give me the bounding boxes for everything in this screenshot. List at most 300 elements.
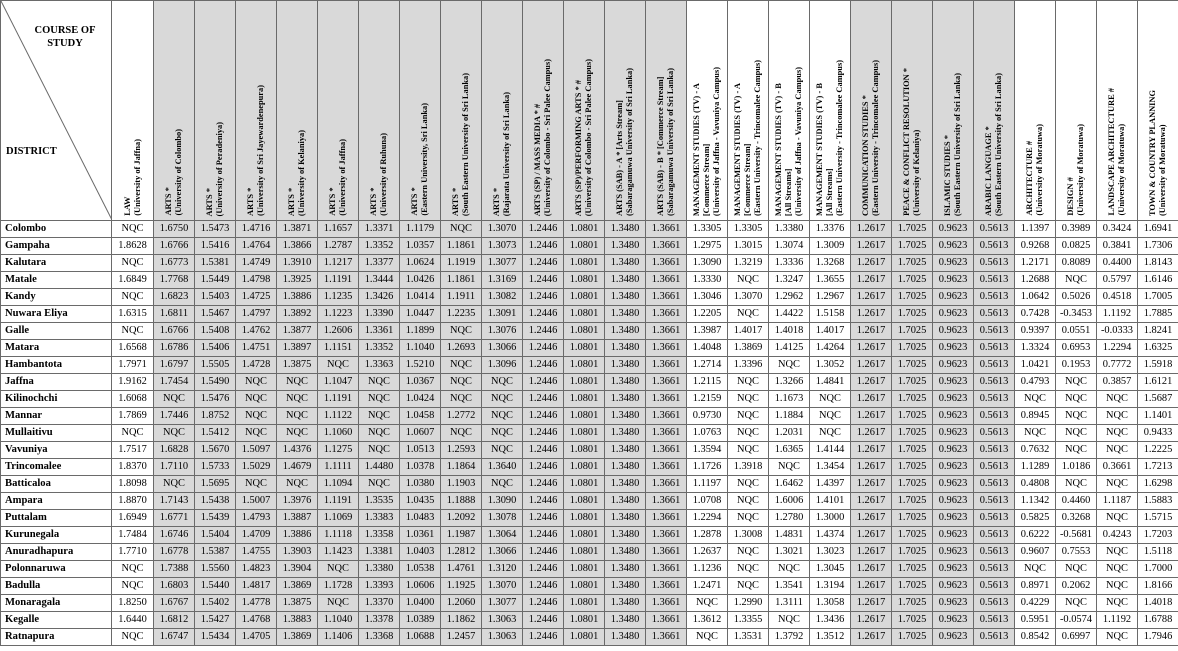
z-score-cell: 0.4460 xyxy=(1056,493,1097,510)
z-score-cell: 0.8542 xyxy=(1015,629,1056,646)
z-score-cell: 1.7025 xyxy=(892,459,933,476)
z-score-cell: NQC xyxy=(728,578,769,595)
z-score-cell: 1.5490 xyxy=(195,374,236,391)
z-score-cell: 1.0801 xyxy=(564,357,605,374)
course-title: ARTS * xyxy=(164,187,173,216)
course-title: DESIGN # xyxy=(1066,177,1075,216)
z-score-cell: 1.9162 xyxy=(112,374,154,391)
z-score-cell: NQC xyxy=(236,408,277,425)
z-score-cell: 1.6941 xyxy=(1138,221,1178,238)
z-score-cell: 1.2294 xyxy=(1097,340,1138,357)
z-score-cell: 1.1118 xyxy=(318,527,359,544)
z-score-cell: 1.0606 xyxy=(400,578,441,595)
z-score-cell: 1.1888 xyxy=(441,493,482,510)
z-score-cell: 1.3925 xyxy=(277,272,318,289)
z-score-cell: 1.3897 xyxy=(277,340,318,357)
z-score-cell: NQC xyxy=(728,272,769,289)
z-score-cell: 1.3480 xyxy=(605,357,646,374)
z-score-cell: 1.4480 xyxy=(359,459,400,476)
district-name: Ratnapura xyxy=(1,629,112,646)
z-score-cell: 1.0186 xyxy=(1056,459,1097,476)
table-row xyxy=(1,527,1178,544)
z-score-cell: 1.3480 xyxy=(605,612,646,629)
z-score-cell: 1.3661 xyxy=(646,442,687,459)
z-score-cell: 1.6773 xyxy=(154,255,195,272)
z-score-cell: 1.3480 xyxy=(605,306,646,323)
course-header-19 xyxy=(851,1,892,221)
z-score-cell: NQC xyxy=(769,561,810,578)
z-score-cell: 1.3380 xyxy=(359,561,400,578)
z-score-cell: 1.3661 xyxy=(646,255,687,272)
z-score-cell: 1.4144 xyxy=(810,442,851,459)
z-score-cell: 1.2446 xyxy=(523,255,564,272)
z-score-cell: 0.5613 xyxy=(974,595,1015,612)
z-score-cell: 1.6828 xyxy=(154,442,195,459)
z-score-cell: 1.1223 xyxy=(318,306,359,323)
z-score-cell: 1.3480 xyxy=(605,527,646,544)
z-score-cell: 1.1919 xyxy=(441,255,482,272)
district-name: Trincomalee xyxy=(1,459,112,476)
z-score-cell: 1.2878 xyxy=(687,527,728,544)
z-score-cell: 1.3063 xyxy=(482,629,523,646)
z-score-cell: 1.1187 xyxy=(1097,493,1138,510)
z-score-cell: 1.4374 xyxy=(810,527,851,544)
z-score-cell: 1.3363 xyxy=(359,357,400,374)
course-subtitle: (University of Jaffna) xyxy=(132,139,142,216)
table-row xyxy=(1,374,1178,391)
z-score-cell: 1.2617 xyxy=(851,510,892,527)
z-score-cell: 1.3090 xyxy=(482,493,523,510)
z-score-cell: 1.1401 xyxy=(1138,408,1178,425)
course-header-8 xyxy=(400,1,441,221)
z-score-cell: NQC xyxy=(728,561,769,578)
z-score-cell: 1.4376 xyxy=(277,442,318,459)
z-score-cell: 1.6746 xyxy=(154,527,195,544)
course-subtitle: [Commerce Stream] xyxy=(702,143,711,216)
z-score-cell: 1.5404 xyxy=(195,527,236,544)
course-header-3 xyxy=(195,1,236,221)
z-score-cell: 1.8870 xyxy=(112,493,154,510)
z-score-cell: 1.1728 xyxy=(318,578,359,595)
course-header-15 xyxy=(687,1,728,221)
z-score-cell: 1.3368 xyxy=(359,629,400,646)
z-score-cell: 1.3871 xyxy=(277,221,318,238)
z-score-cell: 1.3612 xyxy=(687,612,728,629)
course-header-26 xyxy=(1138,1,1178,221)
z-score-cell: 1.0801 xyxy=(564,527,605,544)
z-score-cell: NQC xyxy=(728,493,769,510)
z-score-cell: 1.7025 xyxy=(892,493,933,510)
z-score-cell: 1.0435 xyxy=(400,493,441,510)
z-score-cell: 1.2617 xyxy=(851,493,892,510)
course-subtitle: (University of Kelaniya) xyxy=(297,129,306,216)
z-score-cell: 1.5467 xyxy=(195,306,236,323)
z-score-cell: 1.2446 xyxy=(523,510,564,527)
z-score-cell: 1.0361 xyxy=(400,527,441,544)
z-score-cell: 1.1911 xyxy=(441,289,482,306)
course-title: ARTS * xyxy=(369,187,378,216)
z-score-cell: 0.9623 xyxy=(933,544,974,561)
z-score-cell: NQC xyxy=(277,425,318,442)
z-score-cell: 1.6121 xyxy=(1138,374,1178,391)
z-score-cell: 1.3661 xyxy=(646,459,687,476)
district-name: Kurunegala xyxy=(1,527,112,544)
z-score-cell: 1.5402 xyxy=(195,595,236,612)
z-score-cell: 0.4229 xyxy=(1015,595,1056,612)
z-score-cell: 1.3877 xyxy=(277,323,318,340)
z-score-cell: 1.3052 xyxy=(810,357,851,374)
z-score-cell: 1.1861 xyxy=(441,238,482,255)
z-score-cell: 0.9623 xyxy=(933,629,974,646)
z-score-cell: 1.0763 xyxy=(687,425,728,442)
z-score-cell: 1.4798 xyxy=(236,272,277,289)
z-score-cell: 1.2617 xyxy=(851,527,892,544)
z-score-cell: 1.3541 xyxy=(769,578,810,595)
z-score-cell: 1.2446 xyxy=(523,493,564,510)
z-score-cell: 0.9623 xyxy=(933,425,974,442)
z-score-cell: 1.3064 xyxy=(482,527,523,544)
z-score-cell: 1.3371 xyxy=(359,221,400,238)
course-title: ARTS * xyxy=(410,187,419,216)
z-score-cell: 1.2446 xyxy=(523,272,564,289)
z-score-cell: 1.3892 xyxy=(277,306,318,323)
z-score-cell: 0.4243 xyxy=(1097,527,1138,544)
z-score-cell: 1.0801 xyxy=(564,578,605,595)
z-score-cell: 1.2446 xyxy=(523,408,564,425)
z-score-cell: 1.7306 xyxy=(1138,238,1178,255)
z-score-cell: 1.4831 xyxy=(769,527,810,544)
z-score-cell: 0.5613 xyxy=(974,272,1015,289)
z-score-cell: 0.9623 xyxy=(933,408,974,425)
z-score-cell: 0.3268 xyxy=(1056,510,1097,527)
z-score-cell: 1.0414 xyxy=(400,289,441,306)
course-header-13 xyxy=(605,1,646,221)
z-score-cell: 1.7025 xyxy=(892,629,933,646)
z-score-cell: 1.1060 xyxy=(318,425,359,442)
z-score-cell: 1.6006 xyxy=(769,493,810,510)
z-score-cell: 0.6953 xyxy=(1056,340,1097,357)
z-score-cell: 1.1861 xyxy=(441,272,482,289)
z-score-cell: 1.2446 xyxy=(523,578,564,595)
z-score-cell: 1.6949 xyxy=(112,510,154,527)
z-score-cell: 1.1069 xyxy=(318,510,359,527)
z-score-cell: 1.2812 xyxy=(441,544,482,561)
z-score-cell: 1.1236 xyxy=(687,561,728,578)
z-score-cell: 1.1111 xyxy=(318,459,359,476)
course-subtitle: (University of Kelaniya) xyxy=(912,129,921,216)
z-score-cell: 1.3305 xyxy=(687,221,728,238)
z-score-cell: 1.2446 xyxy=(523,561,564,578)
z-score-cell: 1.7025 xyxy=(892,442,933,459)
z-score-cell: 1.4422 xyxy=(769,306,810,323)
z-score-cell: 1.3480 xyxy=(605,391,646,408)
z-score-cell: NQC xyxy=(277,374,318,391)
z-score-cell: NQC xyxy=(728,408,769,425)
z-score-cell: 1.0389 xyxy=(400,612,441,629)
z-score-cell: 1.5918 xyxy=(1138,357,1178,374)
z-score-cell: 1.5427 xyxy=(195,612,236,629)
z-score-cell: 1.8628 xyxy=(112,238,154,255)
z-score-cell: 1.3976 xyxy=(277,493,318,510)
course-header-5 xyxy=(277,1,318,221)
z-score-cell: 1.7025 xyxy=(892,221,933,238)
z-score-cell: 1.3655 xyxy=(810,272,851,289)
z-score-cell: 1.1275 xyxy=(318,442,359,459)
z-score-cell: 1.3480 xyxy=(605,425,646,442)
course-institution: (University of Jaffna - Vavuniya Campus) xyxy=(712,66,721,216)
z-score-cell: 1.6823 xyxy=(154,289,195,306)
z-score-cell: 1.4817 xyxy=(236,578,277,595)
z-score-cell: 1.7484 xyxy=(112,527,154,544)
course-header-4 xyxy=(236,1,277,221)
course-title: ARABIC LANGUAGE * xyxy=(984,126,993,216)
z-score-cell: 1.2617 xyxy=(851,374,892,391)
z-score-cell: 1.2446 xyxy=(523,595,564,612)
z-score-cell: 1.3393 xyxy=(359,578,400,595)
course-subtitle: [Commerce Stream] xyxy=(743,143,752,216)
z-score-cell: NQC xyxy=(441,221,482,238)
z-score-cell: 1.2171 xyxy=(1015,255,1056,272)
course-header-23 xyxy=(1015,1,1056,221)
z-score-cell: 1.0801 xyxy=(564,476,605,493)
z-score-cell: 1.2617 xyxy=(851,238,892,255)
z-score-cell: 1.2617 xyxy=(851,612,892,629)
z-score-cell: 1.4709 xyxy=(236,527,277,544)
z-score-cell: 1.1192 xyxy=(1097,306,1138,323)
z-score-cell: 1.2092 xyxy=(441,510,482,527)
z-score-cell: 1.3008 xyxy=(728,527,769,544)
z-score-cell: 1.3078 xyxy=(482,510,523,527)
z-score-cell: 1.3661 xyxy=(646,612,687,629)
z-score-cell: 1.3904 xyxy=(277,561,318,578)
z-score-cell: NQC xyxy=(482,476,523,493)
z-score-cell: 1.0801 xyxy=(564,238,605,255)
z-score-cell: 1.5687 xyxy=(1138,391,1178,408)
z-score-cell: 1.0801 xyxy=(564,289,605,306)
z-score-cell: 1.5097 xyxy=(236,442,277,459)
z-score-cell: 1.1423 xyxy=(318,544,359,561)
z-score-cell: 1.5715 xyxy=(1138,510,1178,527)
z-score-cell: 1.1925 xyxy=(441,578,482,595)
z-score-cell: 1.0421 xyxy=(1015,357,1056,374)
z-score-cell: 0.5797 xyxy=(1097,272,1138,289)
z-score-cell: 1.0801 xyxy=(564,425,605,442)
z-score-cell: 1.0801 xyxy=(564,544,605,561)
z-score-cell: NQC xyxy=(112,323,154,340)
z-score-cell: 1.3454 xyxy=(810,459,851,476)
z-score-cell: 1.3120 xyxy=(482,561,523,578)
z-score-cell: 1.5210 xyxy=(400,357,441,374)
course-title: ARCHITECTURE # xyxy=(1025,141,1034,216)
z-score-cell: NQC xyxy=(112,255,154,272)
z-score-cell: 0.5613 xyxy=(974,544,1015,561)
course-subtitle: (South Eastern University of Sri Lanka) xyxy=(953,72,962,216)
course-subtitle: [All Streams] xyxy=(825,168,834,216)
district-name: Mullaitivu xyxy=(1,425,112,442)
z-score-cell: 1.7025 xyxy=(892,374,933,391)
z-score-cell: NQC xyxy=(277,408,318,425)
z-score-cell: 0.5613 xyxy=(974,425,1015,442)
z-score-cell: 1.1899 xyxy=(400,323,441,340)
table-row xyxy=(1,544,1178,561)
course-title: ARTS * xyxy=(492,187,501,216)
z-score-cell: 1.8098 xyxy=(112,476,154,493)
z-score-cell: 1.4841 xyxy=(810,374,851,391)
z-score-cell: 0.5613 xyxy=(974,561,1015,578)
z-score-cell: 1.6747 xyxy=(154,629,195,646)
z-score-cell: 0.8971 xyxy=(1015,578,1056,595)
z-score-cell: 1.2990 xyxy=(728,595,769,612)
z-score-cell: 1.5449 xyxy=(195,272,236,289)
z-score-cell: 1.3194 xyxy=(810,578,851,595)
z-score-cell: 1.3883 xyxy=(277,612,318,629)
table-row xyxy=(1,595,1178,612)
z-score-cell: 1.5438 xyxy=(195,493,236,510)
table-row xyxy=(1,425,1178,442)
z-score-cell: 1.7025 xyxy=(892,255,933,272)
z-score-cell: NQC xyxy=(482,391,523,408)
z-score-cell: 1.1726 xyxy=(687,459,728,476)
course-header-14 xyxy=(646,1,687,221)
z-score-cell: 1.5560 xyxy=(195,561,236,578)
z-score-cell: 1.3219 xyxy=(728,255,769,272)
course-header-24 xyxy=(1056,1,1097,221)
z-score-cell: 1.2688 xyxy=(1015,272,1056,289)
z-score-cell: 0.0551 xyxy=(1056,323,1097,340)
z-score-cell: NQC xyxy=(1056,561,1097,578)
z-score-cell: 1.2617 xyxy=(851,595,892,612)
table-row xyxy=(1,612,1178,629)
district-name: Hambantota xyxy=(1,357,112,374)
z-score-cell: 1.7025 xyxy=(892,595,933,612)
course-subtitle: (Sabaragamuwa University of Sri Lanka) xyxy=(666,68,675,216)
z-score-cell: NQC xyxy=(810,391,851,408)
course-subtitle: (Sabaragamuwa University of Sri Lanka) xyxy=(625,68,634,216)
z-score-cell: 0.3424 xyxy=(1097,221,1138,238)
z-score-cell: NQC xyxy=(1056,476,1097,493)
z-score-cell: NQC xyxy=(769,612,810,629)
z-score-cell: 0.9623 xyxy=(933,289,974,306)
z-score-cell: 1.4762 xyxy=(236,323,277,340)
z-score-cell: 1.3070 xyxy=(728,289,769,306)
course-subtitle: (University of Peradeniya) xyxy=(215,121,224,216)
z-score-cell: 1.2294 xyxy=(687,510,728,527)
z-score-cell: 1.2617 xyxy=(851,221,892,238)
z-score-cell: 1.7025 xyxy=(892,272,933,289)
z-score-cell: 0.5613 xyxy=(974,442,1015,459)
z-score-cell: 1.4017 xyxy=(728,323,769,340)
table-row xyxy=(1,289,1178,306)
district-name: Puttalam xyxy=(1,510,112,527)
z-score-cell: 0.9623 xyxy=(933,238,974,255)
district-name: Colombo xyxy=(1,221,112,238)
z-score-cell: NQC xyxy=(441,323,482,340)
z-score-cell: 1.7025 xyxy=(892,527,933,544)
z-score-cell: 1.2617 xyxy=(851,255,892,272)
z-score-cell: 1.3661 xyxy=(646,357,687,374)
table-row xyxy=(1,323,1178,340)
course-title: MANAGEMENT STUDIES (TV) - A xyxy=(692,83,701,216)
z-score-cell: 1.0801 xyxy=(564,459,605,476)
z-score-cell: 1.3082 xyxy=(482,289,523,306)
z-score-cell: 1.4716 xyxy=(236,221,277,238)
z-score-cell: NQC xyxy=(1097,510,1138,527)
z-score-cell: 0.2062 xyxy=(1056,578,1097,595)
district-name: Kalutara xyxy=(1,255,112,272)
z-score-cell: 1.1094 xyxy=(318,476,359,493)
course-subtitle: (University of Moratuwa) xyxy=(1117,124,1126,216)
z-score-cell: NQC xyxy=(441,391,482,408)
district-name: Matale xyxy=(1,272,112,289)
z-score-cell: 1.1040 xyxy=(318,612,359,629)
z-score-cell: 1.3074 xyxy=(769,238,810,255)
z-score-cell: 1.3058 xyxy=(810,595,851,612)
z-score-cell: NQC xyxy=(359,374,400,391)
district-name: Kilinochchi xyxy=(1,391,112,408)
z-score-cell: 1.7203 xyxy=(1138,527,1178,544)
z-score-cell: 1.2115 xyxy=(687,374,728,391)
course-header-7 xyxy=(359,1,400,221)
z-score-cell: NQC xyxy=(482,408,523,425)
course-title: ISLAMIC STUDIES * xyxy=(943,135,952,216)
z-score-cell: 1.2446 xyxy=(523,459,564,476)
course-title: PEACE & CONFLICT RESOLUTION * xyxy=(902,68,911,216)
z-score-cell: 1.0642 xyxy=(1015,289,1056,306)
z-score-cell: 1.1217 xyxy=(318,255,359,272)
z-score-cell: 0.9623 xyxy=(933,595,974,612)
course-header-10 xyxy=(482,1,523,221)
z-score-cell: 1.0801 xyxy=(564,408,605,425)
district-name: Mannar xyxy=(1,408,112,425)
z-score-cell: 1.3480 xyxy=(605,459,646,476)
z-score-cell: NQC xyxy=(154,476,195,493)
z-score-cell: 1.8370 xyxy=(112,459,154,476)
course-title: ARTS * xyxy=(451,187,460,216)
z-score-cell: NQC xyxy=(687,629,728,646)
district-name: Monaragala xyxy=(1,595,112,612)
course-institution: (Eastern University - Trincomalee Campus) xyxy=(835,59,844,216)
z-score-cell: 0.9623 xyxy=(933,357,974,374)
z-score-cell: 1.7454 xyxy=(154,374,195,391)
corner-header-cell xyxy=(1,1,112,221)
z-score-cell: 1.5883 xyxy=(1138,493,1178,510)
z-score-cell: 1.2617 xyxy=(851,272,892,289)
z-score-cell: 0.4400 xyxy=(1097,255,1138,272)
table-row xyxy=(1,255,1178,272)
z-score-cell: 1.3869 xyxy=(728,340,769,357)
z-score-cell: -0.0574 xyxy=(1056,612,1097,629)
z-score-cell: 1.2060 xyxy=(441,595,482,612)
z-score-cell: 1.7025 xyxy=(892,357,933,374)
z-score-cell: NQC xyxy=(112,629,154,646)
z-score-cell: 1.4018 xyxy=(1138,595,1178,612)
z-score-cell: 1.5007 xyxy=(236,493,277,510)
z-score-cell: 1.3066 xyxy=(482,340,523,357)
z-score-cell: 1.2446 xyxy=(523,340,564,357)
z-score-cell: 1.0513 xyxy=(400,442,441,459)
z-score-cell: 1.3480 xyxy=(605,289,646,306)
z-score-cell: NQC xyxy=(277,476,318,493)
z-score-cell: 1.3661 xyxy=(646,289,687,306)
z-score-cell: 1.5670 xyxy=(195,442,236,459)
course-title: ARTS (SAB) - B * [Commerce Stream] xyxy=(656,76,665,216)
z-score-cell: 1.0801 xyxy=(564,255,605,272)
z-score-cell: NQC xyxy=(1056,408,1097,425)
z-score-cell: 1.6750 xyxy=(154,221,195,238)
z-score-cell: 1.1864 xyxy=(441,459,482,476)
z-score-cell: 1.6325 xyxy=(1138,340,1178,357)
z-score-cell: 1.7213 xyxy=(1138,459,1178,476)
